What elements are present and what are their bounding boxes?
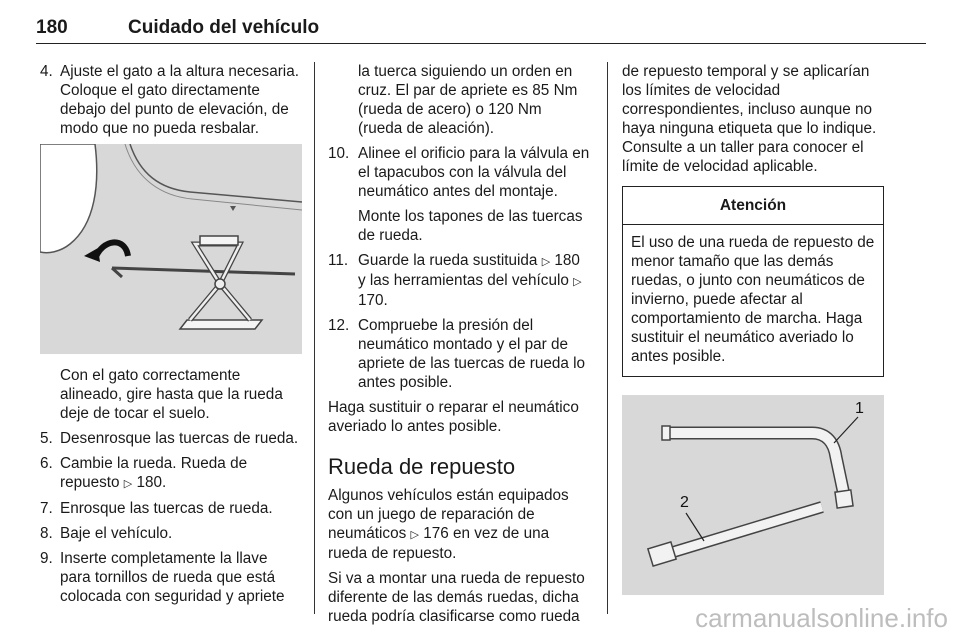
- page-reference[interactable]: 180: [136, 474, 163, 491]
- step-5: [40, 429, 302, 448]
- attention-box: [622, 186, 884, 377]
- step-text: Guarde la rueda sustituida: [358, 252, 542, 269]
- arrow-right-icon: ▷: [573, 275, 582, 288]
- page-reference[interactable]: 170: [358, 292, 384, 309]
- page-reference[interactable]: 176: [423, 525, 449, 542]
- step-9-continuation: la tuerca siguiendo un orden en cruz. El par de apriete es 85 Nm (rueda de acero) o 120 Nm (rueda de aleación).: [358, 63, 578, 137]
- step-8: [40, 524, 302, 543]
- attention-title: Atención: [623, 187, 883, 225]
- section-heading: Rueda de repuesto: [328, 454, 516, 479]
- step-number: 10.: [328, 145, 350, 162]
- step-text: Enrosque las tuercas de rueda.: [60, 500, 273, 517]
- step-text: Desenrosque las tuercas de rueda.: [60, 430, 299, 447]
- arrow-right-icon: ▷: [410, 528, 419, 541]
- step-number: 8.: [40, 525, 53, 542]
- step-number: 5.: [40, 430, 53, 447]
- paragraph: Haga sustituir o reparar el neumático averiado lo antes posible.: [328, 399, 579, 435]
- column-3: [622, 62, 886, 595]
- page-number: 180: [36, 17, 68, 38]
- step-4: [40, 62, 302, 138]
- step-text: Cambie la rueda. Rueda de repuesto: [60, 455, 248, 491]
- wrench-drawing: [622, 395, 884, 595]
- label-1: 1: [855, 400, 864, 417]
- column-divider: [314, 62, 315, 614]
- step-text: Inserte completamente la llave para tornillos de rueda que está colocada con seguridad y apriete: [60, 550, 285, 605]
- paragraph: Si va a montar una rueda de repuesto diferente de las demás ruedas, dicha rueda podría clasificarse como rueda: [328, 570, 585, 625]
- step-number: 4.: [40, 63, 53, 80]
- step-6: [40, 454, 302, 493]
- page-header: [36, 8, 926, 44]
- step-number: 6.: [40, 455, 53, 472]
- step-10: [328, 144, 590, 201]
- arrow-right-icon: ▷: [541, 255, 551, 268]
- page-title: Cuidado del vehículo: [128, 17, 320, 38]
- wheel-wrench-illustration: [622, 395, 884, 595]
- attention-body: El uso de una rueda de repuesto de menor tamaño que las demás ruedas, o junto con neumáticos de invierno, puede afectar al comportamiento de marcha. Haga sustituir el neumático averiado lo antes posible.: [631, 234, 875, 365]
- paragraph-text: Algunos vehículos están equipados con un juego de reparación de neumáticos: [328, 487, 569, 542]
- step-10-note: Monte los tapones de las tuercas de rueda.: [358, 208, 583, 244]
- step-text: Baje el vehículo.: [60, 525, 173, 542]
- step-text-end: .: [383, 292, 388, 309]
- paragraph: [328, 486, 590, 563]
- page-reference[interactable]: 180: [554, 252, 580, 269]
- step-text-mid: y las herramientas del vehículo: [358, 272, 574, 289]
- column-divider: [607, 62, 608, 614]
- step-number: 12.: [328, 317, 350, 334]
- arrow-right-icon: ▷: [123, 477, 133, 490]
- step-9: [40, 549, 302, 606]
- step-text: Compruebe la presión del neumático montado y el par de apriete de las tuercas de rueda lo antes posible.: [358, 317, 586, 391]
- step-11: [328, 251, 590, 310]
- step-12: [328, 316, 590, 392]
- paragraph: de repuesto temporal y se aplicarían los límites de velocidad correspondientes, incluso aunque no haya ninguna etiqueta que lo indique. Consulte a un taller para conocer el límite de velocidad aplicable.: [622, 63, 877, 175]
- step-text-end: .: [162, 474, 167, 491]
- step-7: [40, 499, 302, 518]
- step-text: Ajuste el gato a la altura necesaria. Coloque el gato directamente debajo del punto de elevación, de modo que no pueda resbalar.: [60, 63, 299, 137]
- paragraph-text-end: en vez de una rueda de repuesto.: [328, 525, 550, 562]
- step-number: 9.: [40, 550, 53, 567]
- figure-caption: Con el gato correctamente alineado, gire hasta que la rueda deje de tocar el suelo.: [60, 367, 283, 422]
- jack-illustration: [40, 144, 302, 354]
- step-number: 7.: [40, 500, 53, 517]
- step-text: Alinee el orificio para la válvula en el tapacubos con la válvula del neumático antes del montaje.: [358, 145, 590, 200]
- jack-drawing: [40, 144, 302, 354]
- step-number: 11.: [328, 252, 349, 269]
- label-2: 2: [680, 494, 689, 511]
- column-1: [40, 62, 302, 612]
- column-2: [328, 62, 590, 632]
- watermark: carmanualsonline.info: [695, 603, 948, 633]
